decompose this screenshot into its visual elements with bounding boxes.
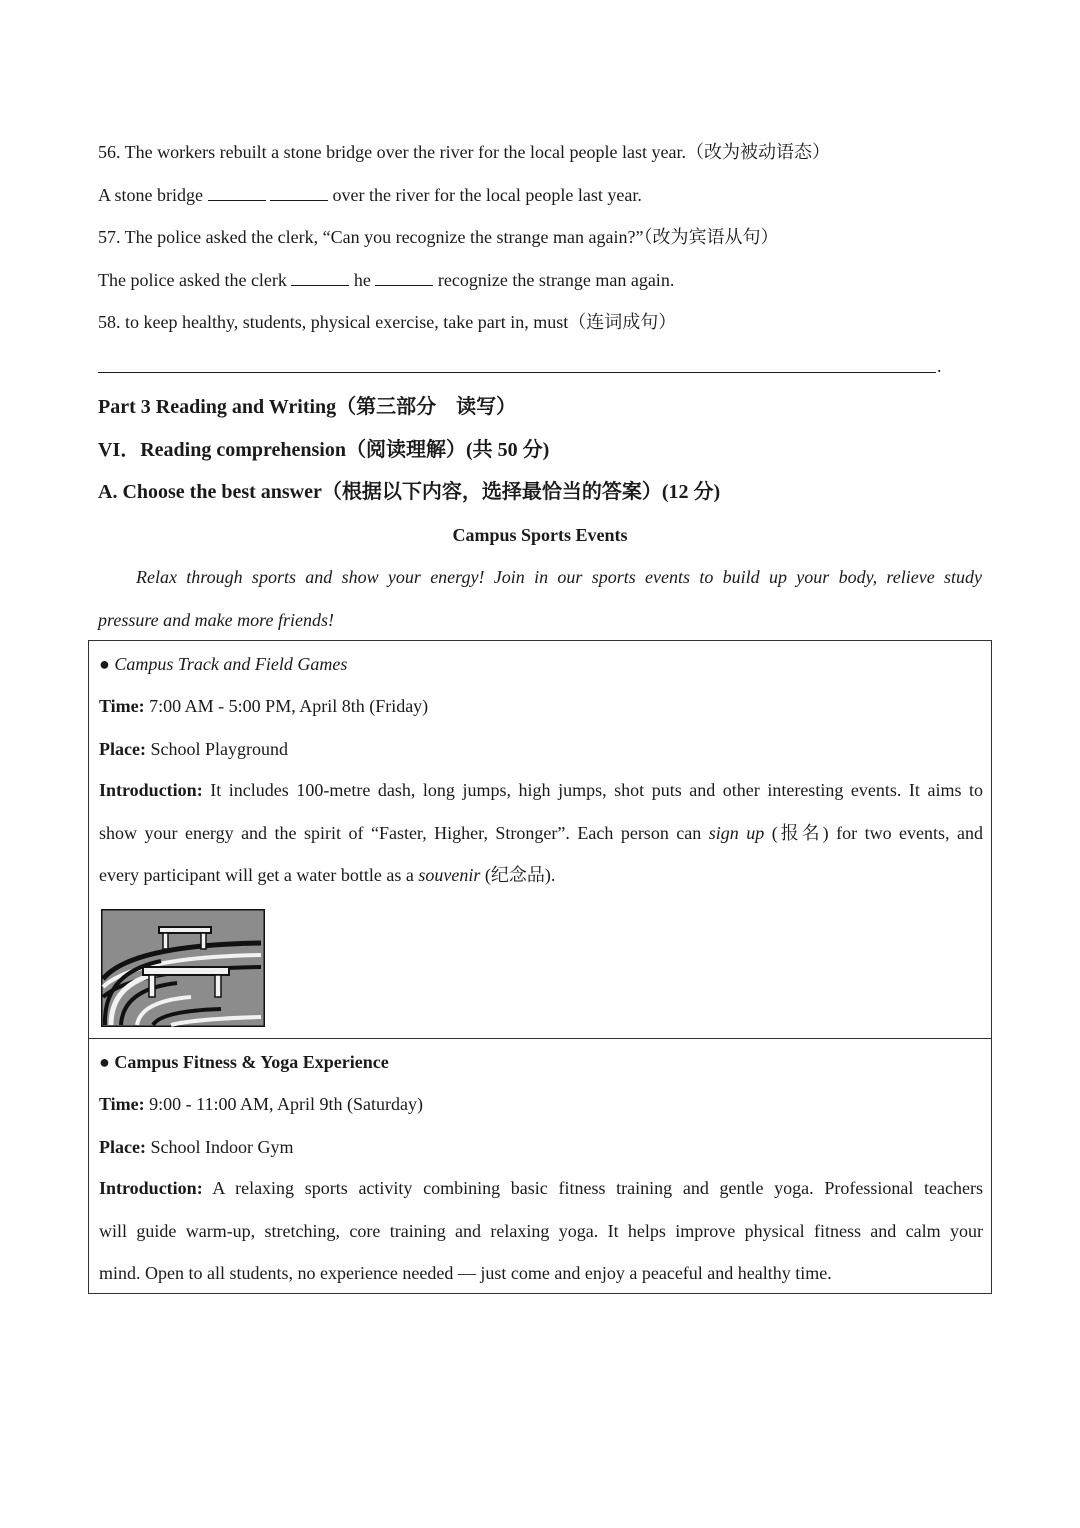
event1-term-sign-up: sign up: [708, 822, 765, 843]
event1-place: [99, 737, 288, 761]
q58-end-mark: .: [937, 356, 942, 376]
event2-title: [99, 1050, 389, 1074]
event1-time-label: Time:: [99, 696, 145, 716]
passage-intro: [98, 556, 982, 641]
event2-name: Campus Fitness & Yoga Experience: [114, 1052, 389, 1072]
q56-blank-1[interactable]: [208, 184, 266, 201]
q57-fill-in: [98, 268, 674, 292]
q57-stem: 57. The police asked the clerk, “Can you recognize the strange man again?”（改为宾语从句）: [98, 227, 779, 247]
event1-place-value: School Playground: [150, 739, 288, 759]
event2-intro-line-3: mind. Open to all students, no experience needed — just come and enjoy a peaceful and healthy time.: [99, 1263, 832, 1283]
event2-intro-line-1: [99, 1167, 983, 1210]
event2-intro-label: Introduction:: [99, 1178, 203, 1198]
event2-time: [99, 1092, 423, 1116]
event2-place-label: Place:: [99, 1137, 146, 1157]
event1-place-label: Place:: [99, 739, 146, 759]
event1-intro-text-2a: show your energy and the spirit of “Faster, Higher, Stronger”. Each person can: [99, 822, 709, 843]
bullet-icon: ●: [99, 1052, 110, 1072]
event2-time-label: Time:: [99, 1094, 145, 1114]
event1-intro-line-3: [99, 854, 983, 897]
event2-intro-line-2: will guide warm-up, stretching, core training and relaxing yoga. It helps improve physical fitness and calm your: [99, 1220, 983, 1241]
event-card-fitness-yoga: [88, 1038, 992, 1294]
event1-title: [99, 652, 347, 676]
section6-heading: VI．Reading comprehension（阅读理解）(共 50 分): [98, 439, 550, 461]
q58-answer-line[interactable]: [98, 372, 936, 373]
q56-blank-2[interactable]: [270, 184, 328, 201]
event2-place-value: School Indoor Gym: [150, 1137, 294, 1157]
event1-intro-text-2b: (报名) for two events, and: [764, 822, 983, 843]
sectionA-heading: A. Choose the best answer（根据以下内容，选择最恰当的答案）(12 分): [98, 481, 721, 503]
event-card-track-field: [88, 640, 992, 1039]
bullet-icon: ●: [99, 654, 110, 674]
event1-intro-text-3a: every participant will get a water bottle as a: [99, 865, 419, 885]
q57-blank-1[interactable]: [291, 269, 349, 286]
q56-fill-in: [98, 183, 642, 207]
passage-intro-line-2: pressure and make more friends!: [98, 609, 334, 630]
q58-stem: 58. to keep healthy, students, physical exercise, take part in, must（连词成句）: [98, 312, 677, 332]
q57-pre: The police asked the clerk: [98, 270, 292, 290]
q57-blank-2[interactable]: [375, 269, 433, 286]
event2-place: [99, 1135, 293, 1159]
q57-post: recognize the strange man again.: [433, 270, 675, 290]
event2-introduction: [99, 1167, 983, 1295]
event2-intro-text-1: A relaxing sports activity combining basic fitness training and gentle yoga. Professional teachers: [212, 1178, 983, 1198]
event1-intro-line-1: [99, 769, 983, 812]
event1-introduction: [99, 769, 983, 897]
q56-stem: 56. The workers rebuilt a stone bridge over the river for the local people last year.（改为被动语态）: [98, 142, 830, 162]
q57-mid: he: [349, 270, 376, 290]
event1-time: [99, 694, 428, 718]
passage-intro-line-1: Relax through sports and show your energy! Join in our sports events to build up your body, relieve study: [136, 567, 982, 587]
event1-intro-label: Introduction:: [99, 780, 203, 800]
event1-intro-text-3b: (纪念品).: [480, 865, 556, 885]
part3-heading: Part 3 Reading and Writing（第三部分 读写）: [98, 396, 517, 418]
q56-pre: A stone bridge: [98, 185, 208, 205]
track-hurdles-illustration: [101, 909, 265, 1027]
event1-intro-text-1: It includes 100-metre dash, long jumps, high jumps, shot puts and other interesting events. It aims to: [210, 780, 984, 800]
event1-intro-line-2: [99, 812, 983, 855]
event2-time-value: 9:00 - 11:00 AM, April 9th (Saturday): [149, 1094, 423, 1114]
passage-title: Campus Sports Events: [452, 525, 628, 545]
event1-name: Campus Track and Field Games: [114, 654, 348, 674]
q56-post: over the river for the local people last year.: [328, 185, 642, 205]
event1-term-souvenir: souvenir: [418, 865, 481, 885]
event1-time-value: 7:00 AM - 5:00 PM, April 8th (Friday): [149, 696, 429, 716]
